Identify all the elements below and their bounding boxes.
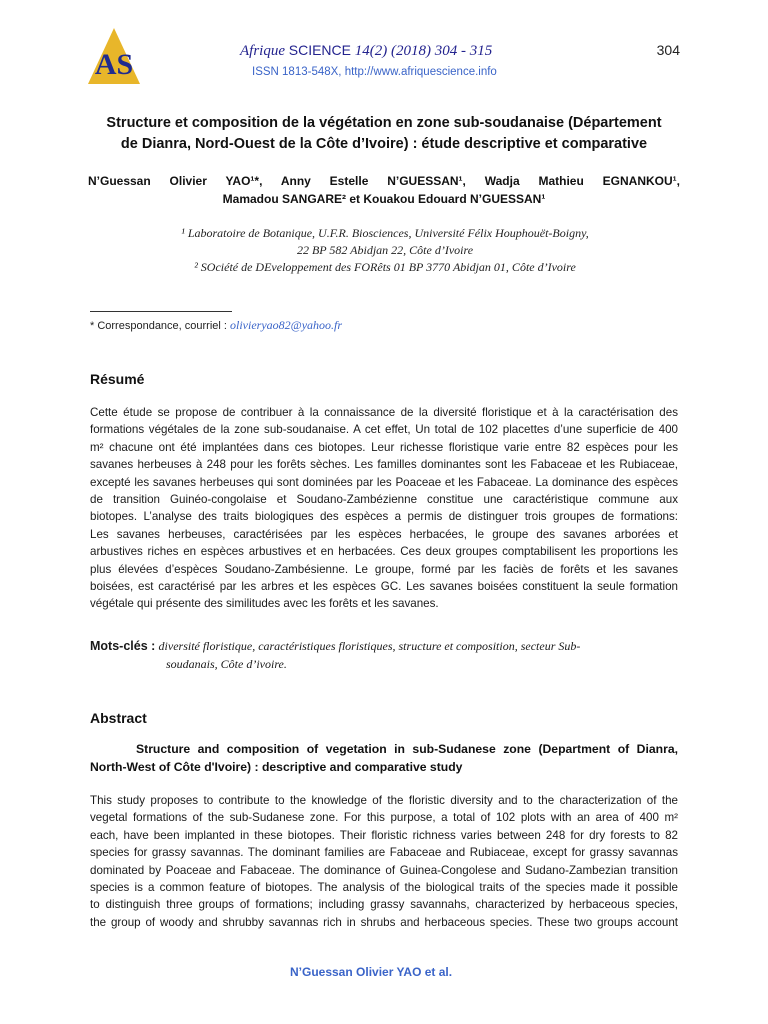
resume-paragraph bbox=[90, 404, 678, 613]
affiliation-line: 22 BP 582 Abidjan 22, Côte d’Ivoire bbox=[296, 243, 474, 257]
abstract-line: each, have been implanted in these biotopes. Their floristic richness varies between 248 for dry forests to 82 bbox=[90, 828, 678, 842]
page-number: 304 bbox=[656, 42, 680, 58]
journal-logo bbox=[86, 26, 142, 88]
resume-heading: Résumé bbox=[90, 371, 145, 387]
logo-lettering: AS bbox=[94, 48, 134, 81]
resume-line: Cette étude se propose de contribuer à la connaissance de la diversité floristique et à la caractérisation des bbox=[90, 406, 678, 419]
abstract-line: vegetal formations of the sub-Sudanese zone. For this purpose, a total of 102 plots with an area of 400 m² bbox=[90, 811, 678, 825]
authors-line: Mamadou SANGARE² et Kouakou Edouard N’GUESSAN¹ bbox=[222, 192, 546, 206]
correspondence-label: * Correspondance, courriel : bbox=[90, 320, 231, 332]
abstract-line: species for grassy savannas. The dominant families are Fabaceae and Rubiaceae, except for grassy savannas bbox=[90, 846, 678, 860]
resume-line: arbustives riches en espèces arbustives et en herbacées. Ces deux groupes comptabilisent les proportions les bbox=[90, 545, 678, 559]
abstract-paragraph bbox=[90, 792, 678, 931]
journal-name: Afrique bbox=[240, 43, 285, 59]
title-line: de Dianra, Nord-Ouest de la Côte d’Ivoire) : étude descriptive et comparative bbox=[120, 136, 648, 152]
abstract-line: species is a common feature of biotopes. The analysis of the biological traits of the species made it possible bbox=[90, 881, 678, 895]
abstract-heading: Abstract bbox=[90, 710, 147, 726]
affiliations bbox=[120, 225, 650, 276]
paper-title bbox=[84, 113, 684, 155]
abstract-line: the group of woody and shrubby savannas rich in shrubs and herbaceous species. These two groups account bbox=[90, 915, 678, 929]
abstract-line: dominated by Poaceae and Fabaceae. The dominance of Guinea-Congolese and Sudano-Zambezian transition bbox=[90, 863, 678, 877]
keywords-line: soudanais, Côte d’ivoire. bbox=[166, 657, 287, 671]
journal-science: SCIENCE bbox=[288, 42, 351, 58]
keywords bbox=[90, 637, 678, 671]
affiliation-line: ² SOciété de DEveloppement des FORêts 01 BP 3770 Abidjan 01, Côte d’Ivoire bbox=[194, 260, 576, 274]
abstract-title bbox=[90, 740, 678, 776]
abstract-title-line: Structure and composition of vegetation in sub-Sudanese zone (Department of Dianra, bbox=[136, 742, 678, 756]
resume-line: végétale qui présente des similitudes avec les forêts et les savanes. bbox=[90, 597, 439, 611]
affiliation-line: ¹ Laboratoire de Botanique, U.F.R. Biosciences, Université Félix Houphouët-Boigny, bbox=[181, 226, 589, 240]
correspondence-email[interactable]: olivieryao82@yahoo.fr bbox=[230, 318, 343, 332]
resume-line: formations végétales de la zone sub-soudanaise. A cet effet, Un total de 102 placettes d’une superficie de 400 bbox=[90, 423, 678, 437]
abstract-line: to distinguish three groups of formations; including grassy savannahs, characterized by herbaceous species, bbox=[90, 898, 678, 912]
running-footer: N’Guessan Olivier YAO et al. bbox=[290, 965, 453, 979]
journal-issue: 14(2) (2018) 304 - 315 bbox=[354, 43, 493, 59]
resume-line: boisées, est caractérisé par les arbres et les espèces GC. Les savanes boisées constituent la seule formation bbox=[90, 580, 678, 594]
issn-link[interactable]: ISSN 1813-548X, http://www.afriquescience.info bbox=[252, 66, 497, 78]
resume-line: de transition Guinéo-congolaise et Soudano-Zambézienne constitue une caractéristique commune aux bbox=[90, 493, 678, 507]
journal-citation bbox=[240, 42, 540, 60]
footnote-rule bbox=[90, 311, 232, 312]
correspondence-footnote bbox=[90, 318, 490, 333]
keywords-label: Mots-clés : bbox=[90, 639, 156, 653]
abstract-title-line: North-West of Côte d'Ivoire) : descriptive and comparative study bbox=[90, 760, 463, 774]
resume-line: Les savanes herbeuses, caractérisées par les espèces herbacées, le groupe des savanes arborées et bbox=[90, 527, 678, 541]
resume-line: plus élevées d’espèces Soudano-Zambésienne. Le groupe, formé par les faciès de forêts et les savanes bbox=[90, 562, 678, 576]
author-list bbox=[88, 172, 680, 208]
resume-line: biotopes. L’analyse des traits biologiques des espèces a permis de distinguer trois groupes de formations: bbox=[90, 510, 678, 524]
authors-line: N’Guessan Olivier YAO¹*, Anny Estelle N’GUESSAN¹, Wadja Mathieu EGNANKOU¹, bbox=[88, 174, 680, 188]
resume-line: m² chacune ont été implantées dans ces biotopes. Leur richesse floristique varie entre 82 espèces pour les bbox=[90, 440, 678, 454]
abstract-line: This study proposes to contribute to the knowledge of the floristic diversity and to the characterization of the bbox=[90, 794, 678, 807]
resume-line: excepté les savanes herbeuses qui sont dominées par les Poaceae et les Fabaceae. La dominance des espèces bbox=[90, 475, 678, 489]
title-line: Structure et composition de la végétation en zone sub-soudanaise (Département bbox=[106, 115, 662, 131]
keywords-line: diversité floristique, caractéristiques floristiques, structure et composition, secteur Sub- bbox=[158, 639, 581, 653]
resume-line: savanes herbeuses à 248 pour les forêts sèches. Les familles dominantes sont les Fabaceae et les Rubiaceae, bbox=[90, 458, 678, 472]
